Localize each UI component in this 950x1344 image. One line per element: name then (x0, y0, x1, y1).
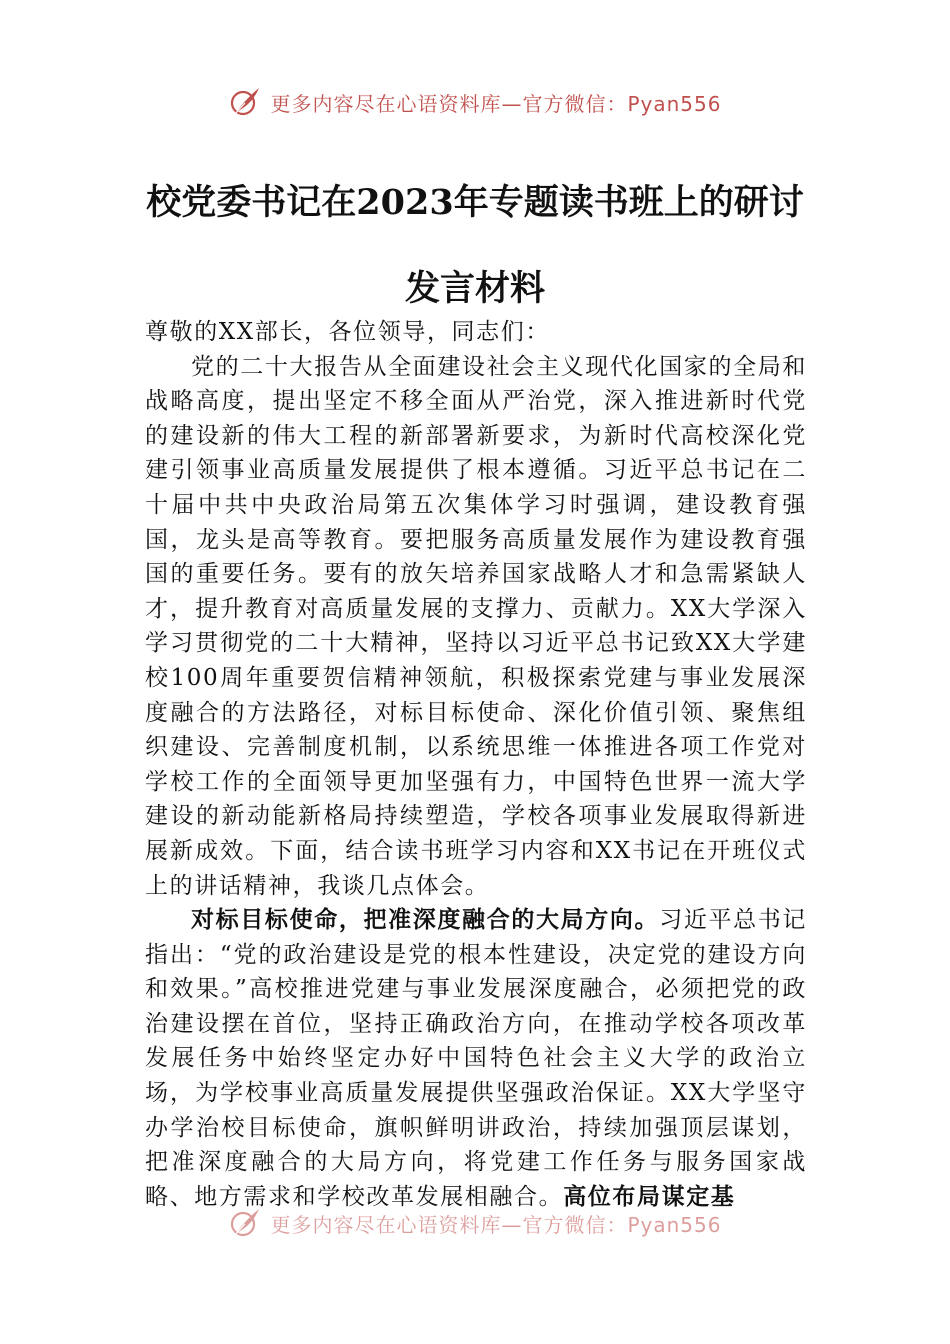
paragraph-2-heading: 对标目标使命，把准深度融合的大局方向。 (191, 906, 660, 934)
title-line-2: 发言材料 (404, 268, 545, 309)
salutation: 尊敬的XX部长，各位领导，同志们： (145, 319, 550, 345)
paragraph-2-body: 习近平总书记指出：“党的政治建设是党的根本性建设，决定党的建设方向和效果。”高校推进党建与事业发展深度融合，必须把党的政治建设摆在首位，坚持正确政治方向，在推动学校各项改革发展任务中始终坚定办好中国特色社会主义大学的政治立场，为学校事业高质量发展提供坚强政治保证。XX大学坚守办学治校目标使命，旗帜鲜明讲政治，持续加强顶层谋划，把准深度融合的大局方向，将党建工作任务与服务国家战略、地方需求和学校改革发展相融合。 (145, 907, 807, 1210)
watermark-header (0, 82, 950, 122)
paragraph-2 (145, 903, 807, 1214)
watermark-text: 更多内容尽在心语资料库—官方微信：Pyan556 (270, 91, 722, 116)
watermark-text: 更多内容尽在心语资料库—官方微信：Pyan556 (270, 1212, 722, 1237)
feather-pen-logo-icon (228, 85, 262, 119)
title-line-1: 校党委书记在2023年专题读书班上的研讨 (146, 182, 804, 223)
watermark-footer (0, 1203, 950, 1243)
paragraph-1: 党的二十大报告从全面建设社会主义现代化国家的全局和战略高度，提出坚定不移全面从严治党，深入推进新时代党的建设新的伟大工程的新部署新要求，为新时代高校深化党建引领事业高质量发展提供了根本遵循。习近平总书记在二十届中共中央政治局第五次集体学习时强调，建设教育强国，龙头是高等教育。要把服务高质量发展作为建设教育强国的重要任务。要有的放矢培养国家战略人才和急需紧缺人才，提升教育对高质量发展的支撑力、贡献力。XX大学深入学习贯彻党的二十大精神，坚持以习近平总书记致XX大学建校100周年重要贺信精神领航，积极探索党建与事业发展深度融合的方法路径，对标目标使命、深化价值引领、聚焦组织建设、完善制度机制，以系统思维一体推进各项工作党对学校工作的全面领导更加坚强有力，中国特色世界一流大学建设的新动能新格局持续塑造，学校各项事业发展取得新进展新成效。下面，结合读书班学习内容和XX书记在开班仪式上的讲话精神，我谈几点体会。 (145, 353, 807, 899)
document-body (145, 315, 807, 1214)
document-title (120, 160, 830, 332)
paragraph-2-tail-heading: 高位布局谋定基 (563, 1182, 736, 1210)
feather-pen-logo-icon (228, 1206, 262, 1240)
